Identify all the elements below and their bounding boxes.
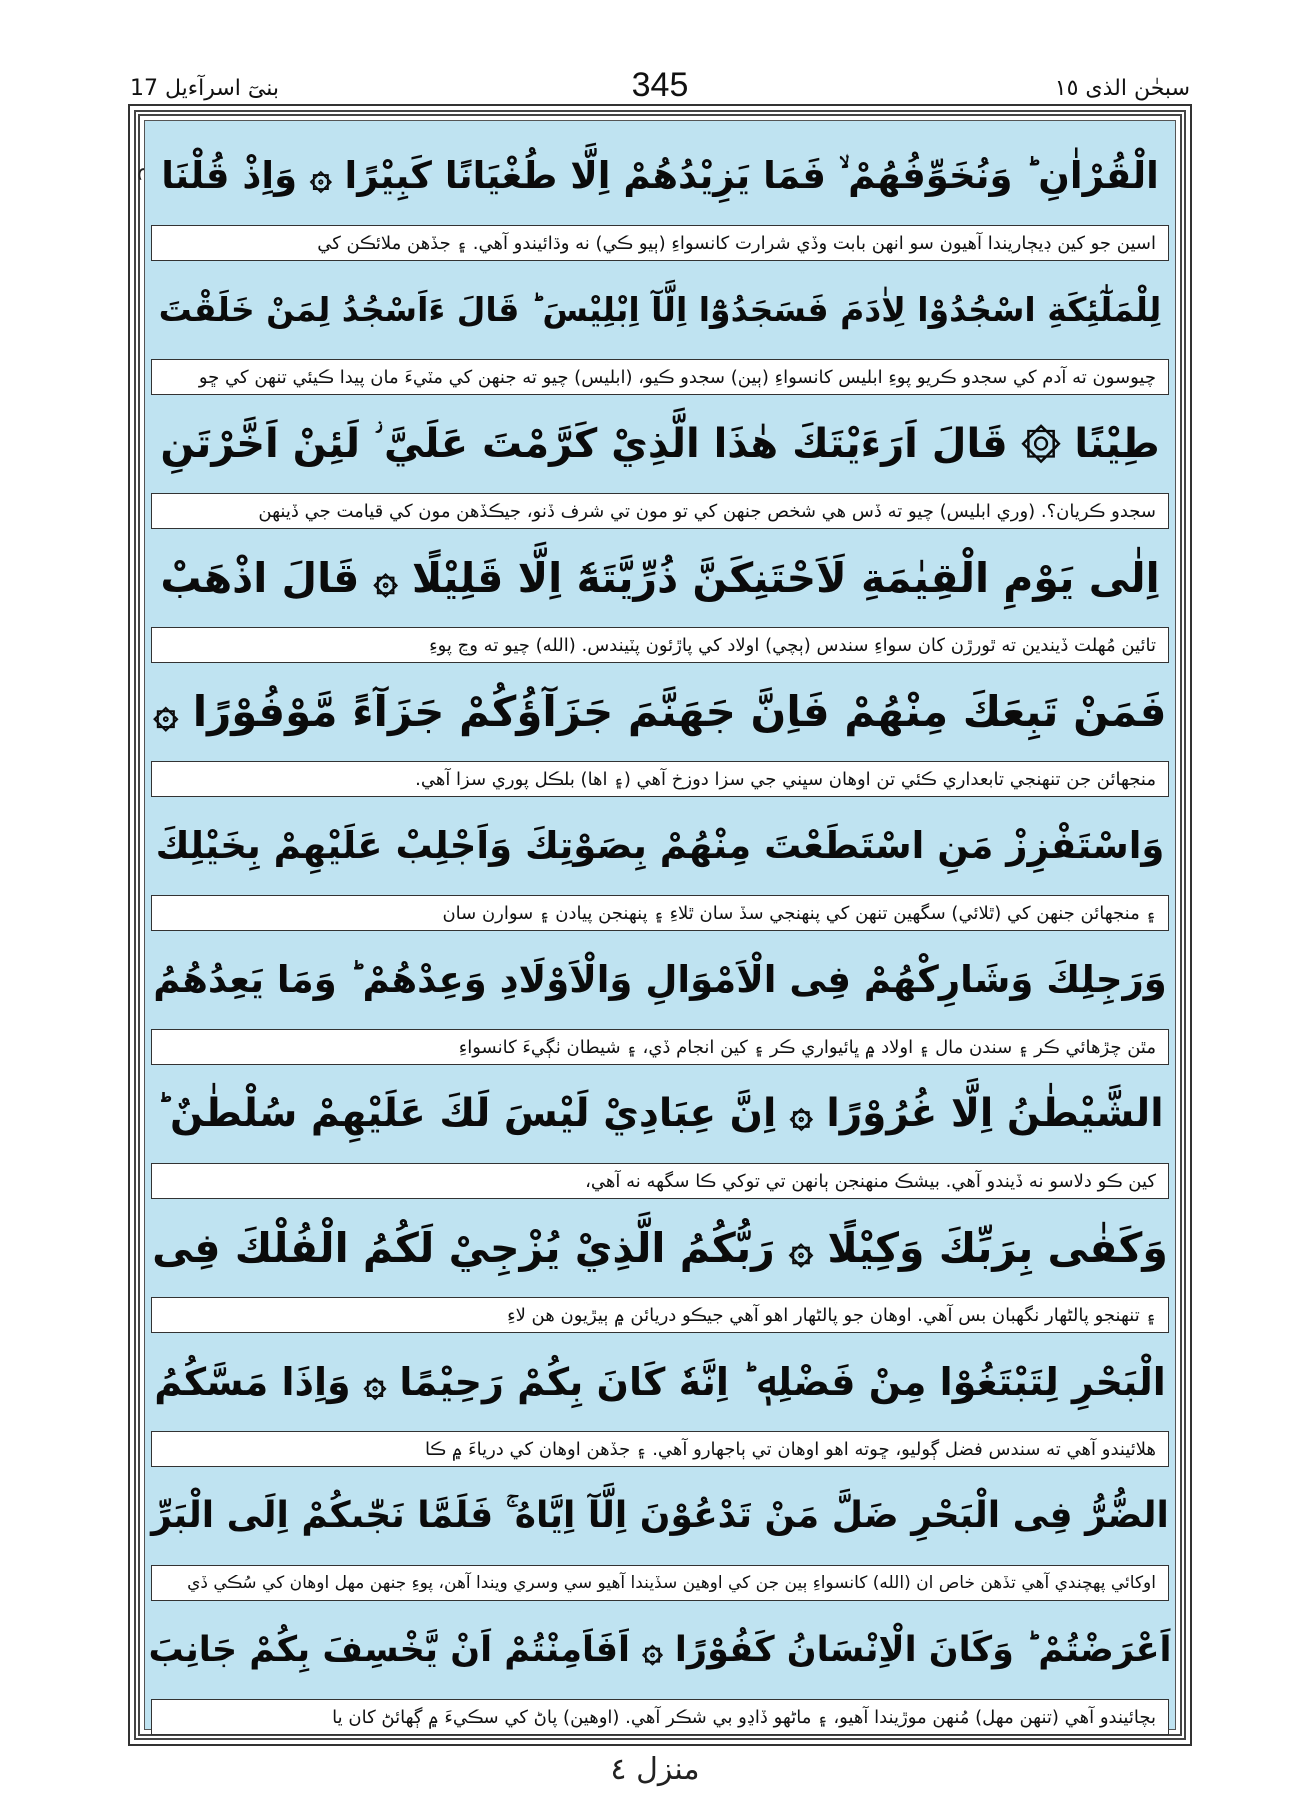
arabic-verse-line: الْقُرْاٰنِ ؕ وَنُخَوِّفُهُمْ ۙ فَمَا يَزِيْدُهُمْ اِلَّا طُغْيَانًا كَبِيْرًا ۞ وَاِذْ قُلْنَا	[161, 153, 1159, 197]
sindhi-translation-line: اوکائي پهچندي آهي تڏهن خاص ان (الله) کانسواءِ ٻين جن کي اوهين سڏيندا آهيو سي وسري ويندا آهن، پوءِ جنهن مهل اوهان کي سُڪي ڏي	[151, 1565, 1169, 1601]
sindhi-translation-line: ۽ تنهنجو پالڻهار نگهبان بس آهي. اوهان جو پالڻهار اهو آهي جيڪو دريائن ۾ ٻيڙيون هن لاءِ	[151, 1297, 1169, 1333]
sindhi-translation-line: بچائيندو آهي (تنهن مهل) مُنهن موڙيندا آهيو، ۽ ماڻهو ڏاڍو بي شڪر آهي. (اوهين) پاڻ کي سڪيءَ ۾ ڳهائڻ کان يا	[151, 1699, 1169, 1735]
text-panel	[144, 120, 1176, 1730]
sindhi-translation-line: هلائيندو آهي ته سندس فضل ڳوليو، ڇوته اهو اوهان تي ٻاجهارو آهي. ۽ جڏهن اوهان کي درياءَ ۾ ڪا	[151, 1431, 1169, 1467]
sindhi-translation-line: کين ڪو دلاسو نه ڏيندو آهي. بيشڪ منهنجن ٻانهن تي توکي ڪا سگهه نه آهي،	[151, 1163, 1169, 1199]
arabic-verse-line: فَمَنْ تَبِعَكَ مِنْهُمْ فَاِنَّ جَهَنَّمَ جَزَآؤُكُمْ جَزَآءً مَّوْفُوْرًا ۞	[153, 687, 1167, 736]
sindhi-translation-line: تائين مُهلت ڏيندين ته ٿورڙن کان سواءِ سندس (ٻچي) اولاد کي پاڙئون پٽيندس. (الله) چيو ته وڃ پوءِ	[151, 627, 1169, 663]
page-number: 345	[631, 66, 689, 104]
arabic-verse-line: لِلْمَلٰٓئِكَةِ اسْجُدُوْا لِاٰدَمَ فَسَجَدُوْٓا اِلَّآ اِبْلِيْسَ ؕ قَالَ ءَاَسْجُدُ لِمَنْ خَلَقْتَ	[158, 290, 1162, 329]
sindhi-translation-line: منجهائن جن تنهنجي تابعداري ڪئي تن اوهان سڀني جي سزا دوزخ آهي (۽ اها) بلڪل پوري سزا آهي.	[151, 761, 1169, 797]
sindhi-translation-line: ۽ منجهائن جنهن کي (ٿلائي) سگهين تنهن کي پنهنجي سڏ سان ٿلاءِ ۽ پنهنجن پيادن ۽ سوارن سان	[151, 895, 1169, 931]
arabic-verse-line: وَاسْتَفْزِزْ مَنِ اسْتَطَعْتَ مِنْهُمْ بِصَوْتِكَ وَاَجْلِبْ عَلَيْهِمْ بِخَيْلِكَ	[155, 824, 1165, 867]
arabic-verse-line: الضُّرُّ فِى الْبَحْرِ ضَلَّ مَنْ تَدْعُوْنَ اِلَّآ اِيَّاهُ ۚ فَلَمَّا نَجّٰىكُمْ اِلَى الْبَرِّ	[151, 1494, 1169, 1536]
sindhi-translation-line: سجدو ڪريان؟. (وري ابليس) چيو ته ڏس هي شخص جنهن کي تو مون تي شرف ڏنو، جيڪڏهن مون کي قيامت جي ڏينهن	[151, 493, 1169, 529]
sindhi-translation-line: مٿن چڙهائي ڪر ۽ سندن مال ۽ اولاد ۾ ڀائيواري ڪر ۽ کين انجام ڏي، ۽ شيطان ٺڳيءَ کانسواءِ	[151, 1029, 1169, 1065]
arabic-verse-line: الْبَحْرِ لِتَبْتَغُوْا مِنْ فَضْلِهٖ ؕ اِنَّهٗ كَانَ بِكُمْ رَحِيْمًا ۞ وَاِذَا مَسَّكُمُ	[154, 1359, 1166, 1404]
sindhi-translation-line: اسين جو کين ڊيڄاريندا آهيون سو انهن بابت وڏي شرارت کانسواءِ (ٻيو ڪي) نه وڌائيندو آهي. ۽ جڏهن ملائڪن کي	[151, 225, 1169, 261]
surah-name-right: سبحٰن الذی ١٥	[1054, 76, 1190, 101]
surah-name-left: بنیٓ اسرآءیل 17	[130, 76, 280, 101]
manzil-footer: منزل ٤	[610, 1752, 700, 1787]
arabic-verse-line: اَعْرَضْتُمْ ؕ وَكَانَ الْاِنْسَانُ كَفُوْرًا ۞ اَفَاَمِنْتُمْ اَنْ يَّخْسِفَ بِكُمْ جَانِبَ	[149, 1629, 1171, 1670]
arabic-verse-line: وَرَجِلِكَ وَشَارِكْهُمْ فِى الْاَمْوَالِ وَالْاَوْلَادِ وَعِدْهُمْ ؕ وَمَا يَعِدُهُمُ	[153, 958, 1167, 1001]
arabic-verse-line: اِلٰى يَوْمِ الْقِيٰمَةِ لَاَحْتَنِكَنَّ ذُرِّيَّتَهٗٓ اِلَّا قَلِيْلًا ۞ قَالَ اذْهَبْ	[160, 553, 1160, 602]
arabic-verse-line: وَكَفٰى بِرَبِّكَ وَكِيْلًا ۞ رَبُّكُمُ الَّذِيْ يُزْجِيْ لَكُمُ الْفُلْكَ فِى	[152, 1223, 1168, 1272]
sindhi-translation-line: چيوسون ته آدم کي سجدو ڪريو پوءِ ابليس کانسواءِ (ٻين) سجدو ڪيو، (ابليس) چيو ته جنهن کي مٽيءَ مان پيدا ڪيئي تنهن کي ڇو	[151, 359, 1169, 395]
arabic-verse-line: الشَّيْطٰنُ اِلَّا غُرُوْرًا ۞ اِنَّ عِبَادِيْ لَيْسَ لَكَ عَلَيْهِمْ سُلْطٰنٌ ؕ	[156, 1091, 1164, 1136]
arabic-verse-line: طِيْنًا ۞ قَالَ اَرَءَيْتَكَ هٰذَا الَّذِيْ كَرَّمْتَ عَلَيَّ ؗ لَئِنْ اَخَّرْتَنِ	[160, 420, 1160, 467]
